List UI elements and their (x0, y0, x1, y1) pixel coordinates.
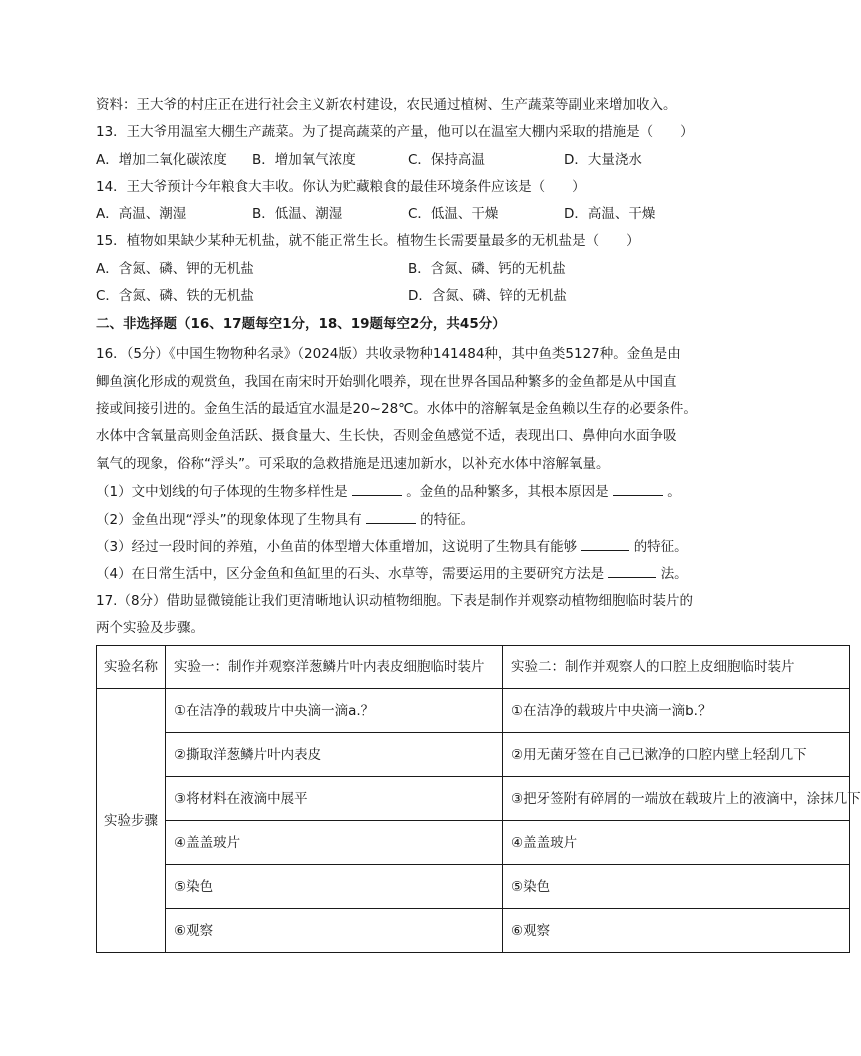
exp2-step-5: ⑤染色 (503, 865, 850, 909)
q14-stem: 14．王大爷预计今年粮食大丰收。你认为贮藏粮食的最佳环境条件应该是（ ） (96, 179, 586, 195)
q16-line-1: 16．（5分）《中国生物物种名录》（2024版）共收录物种141484种，其中鱼类5127种。金鱼是由 (96, 346, 681, 362)
q16-sub2-blank[interactable] (366, 510, 416, 524)
q16-sub2-text-a: （2）金鱼出现“浮头”的现象体现了生物具有 (96, 512, 362, 528)
table-row (97, 733, 850, 777)
q15-option-c: C．含氮、磷、铁的无机盐 (96, 288, 254, 304)
table-row (97, 821, 850, 865)
q16-sub1-text-c: 。 (667, 484, 681, 500)
q14-option-d: D．高温、干燥 (564, 206, 656, 222)
q16-line-3: 接或间接引进的。金鱼生活的最适宜水温是20~28℃。水体中的溶解氧是金鱼赖以生存的必要条件。 (96, 401, 697, 417)
q13-stem: 13．王大爷用温室大棚生产蔬菜。为了提高蔬菜的产量，他可以在温室大棚内采取的措施是（ ） (96, 124, 694, 140)
header-experiment-1: 实验一：制作并观察洋葱鳞片叶内表皮细胞临时装片 (166, 646, 503, 689)
section-2-title: 二、非选择题（16、17题每空1分，18、19题每空2分，共45分） (96, 316, 506, 332)
q16-sub3-text-b: 的特征。 (633, 539, 688, 555)
q16-line-2: 鲫鱼演化形成的观赏鱼，我国在南宋时开始驯化喂养，现在世界各国品种繁多的金鱼都是从中国直 (96, 374, 677, 390)
exp2-step-1: ①在洁净的载玻片中央滴一滴b.？ (503, 689, 850, 733)
q16-sub4-text-b: 法。 (660, 566, 688, 582)
q16-sub2 (96, 510, 474, 529)
header-experiment-name: 实验名称 (97, 646, 166, 689)
exp1-step-5: ⑤染色 (166, 865, 503, 909)
exp1-step-3: ③将材料在液滴中展平 (166, 777, 503, 821)
header-experiment-2: 实验二：制作并观察人的口腔上皮细胞临时装片 (503, 646, 850, 689)
q13-option-b: B．增加氧气浓度 (252, 152, 356, 168)
q16-line-4: 水体中含氧量高则金鱼活跃、摄食量大、生长快，否则金鱼感觉不适，表现出口、鼻伸向水面争吸 (96, 428, 677, 444)
q16-sub1-text-b: 。金鱼的品种繁多，其根本原因是 (406, 484, 609, 500)
exp2-step-3: ③把牙签附有碎屑的一端放在载玻片上的液滴中，涂抹几下 (503, 777, 850, 821)
q15-stem: 15．植物如果缺少某种无机盐，就不能正常生长。植物生长需要量最多的无机盐是（ ） (96, 233, 640, 249)
table-row (97, 777, 850, 821)
q16-sub2-text-b: 的特征。 (420, 512, 475, 528)
q15-option-b: B．含氮、磷、钙的无机盐 (408, 261, 566, 277)
q16-line-5: 氧气的现象，俗称“浮头”。可采取的急救措施是迅速加新水，以补充水体中溶解氧量。 (96, 456, 610, 472)
experiment-table (96, 645, 861, 953)
q16-sub1-blank-1[interactable] (352, 482, 402, 496)
q16-sub4 (96, 564, 688, 583)
exp1-step-6: ⑥观察 (166, 909, 503, 953)
material-text: 资料：王大爷的村庄正在进行社会主义新农村建设，农民通过植树、生产蔬菜等副业来增加收入。 (96, 97, 677, 113)
exp2-step-6: ⑥观察 (503, 909, 850, 953)
table-row (97, 865, 850, 909)
q16-sub3-text-a: （3）经过一段时间的养殖，小鱼苗的体型增大体重增加，这说明了生物具有能够 (96, 539, 578, 555)
q16-sub3-blank[interactable] (581, 537, 629, 551)
exp2-step-2: ②用无菌牙签在自己已漱净的口腔内壁上轻刮几下 (503, 733, 850, 777)
exp1-step-2: ②撕取洋葱鳞片叶内表皮 (166, 733, 503, 777)
table-row (97, 689, 850, 733)
q13-option-c: C．保持高温 (408, 152, 485, 168)
table-header-row (97, 646, 850, 689)
q14-option-c: C．低温、干燥 (408, 206, 499, 222)
q16-sub1-text-a: （1）文中划线的句子体现的生物多样性是 (96, 484, 348, 500)
q13-option-a: A．增加二氧化碳浓度 (96, 152, 227, 168)
q13-option-d: D．大量浇水 (564, 152, 642, 168)
q14-option-a: A．高温、潮湿 (96, 206, 187, 222)
q16-sub4-blank[interactable] (608, 564, 656, 578)
q14-option-b: B．低温、潮湿 (252, 206, 343, 222)
q17-line-2: 两个实验及步骤。 (96, 620, 204, 636)
exp1-step-1: ①在洁净的载玻片中央滴一滴a.？ (166, 689, 503, 733)
q16-sub4-text-a: （4）在日常生活中，区分金鱼和鱼缸里的石头、水草等，需要运用的主要研究方法是 (96, 566, 605, 582)
q16-sub1-blank-2[interactable] (613, 482, 663, 496)
q16-sub1 (96, 482, 681, 501)
row-label-steps: 实验步骤 (97, 689, 166, 953)
q15-option-d: D．含氮、磷、锌的无机盐 (408, 288, 567, 304)
exp2-step-4: ④盖盖玻片 (503, 821, 850, 865)
q16-sub3 (96, 537, 688, 556)
table-row (97, 909, 850, 953)
q17-line-1: 17.（8分）借助显微镜能让我们更清晰地认识动植物细胞。下表是制作并观察动植物细胞临时装片的 (96, 593, 694, 609)
exp1-step-4: ④盖盖玻片 (166, 821, 503, 865)
q15-option-a: A．含氮、磷、钾的无机盐 (96, 261, 254, 277)
